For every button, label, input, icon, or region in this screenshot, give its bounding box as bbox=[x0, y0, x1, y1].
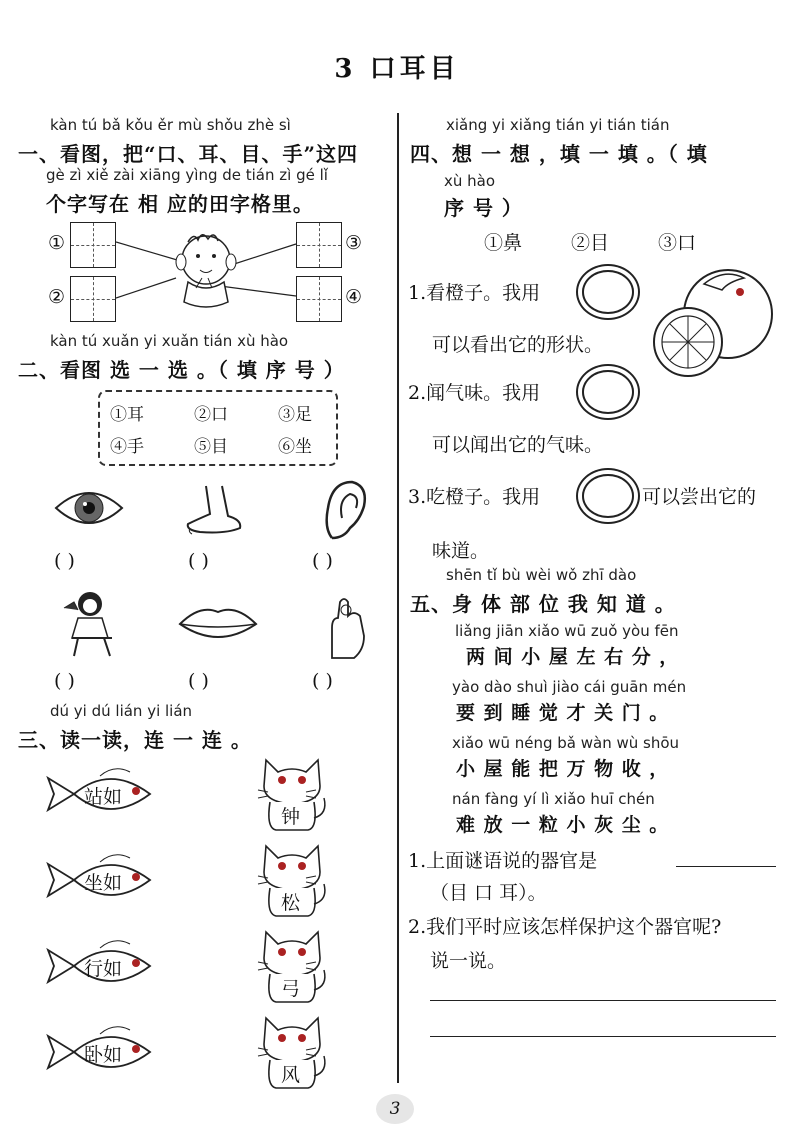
s5-riddle-pinyin-2: yào dào shuì jiào cái guān mén bbox=[452, 678, 687, 696]
s4-option-eye: ②目 bbox=[571, 232, 610, 254]
fish-text-2: 坐如 bbox=[84, 872, 123, 894]
s1-label-1: ① bbox=[48, 232, 66, 254]
foot-icon bbox=[184, 482, 250, 538]
s5-pinyin: shēn tǐ bù wèi wǒ zhī dào bbox=[446, 566, 637, 584]
s1-label-4: ④ bbox=[345, 286, 363, 308]
s2-options-box bbox=[98, 390, 338, 466]
s1-label-3: ③ bbox=[345, 232, 363, 254]
s1-heading-2: 个字写在 相 应的田字格里。 bbox=[46, 192, 314, 216]
s4-q3-answer-flower[interactable] bbox=[582, 474, 634, 518]
page-title: 3 口耳目 bbox=[334, 54, 460, 84]
s5-q2-answer-line-2[interactable] bbox=[430, 1036, 776, 1037]
s4-option-mouth: ③口 bbox=[658, 232, 697, 254]
fish-card-1[interactable] bbox=[44, 764, 156, 826]
s2-answer-2[interactable]: ( ) bbox=[188, 550, 209, 572]
s4-heading-2: 序 号 ） bbox=[444, 196, 523, 220]
fish-card-2[interactable] bbox=[44, 850, 156, 912]
s4-q3-text: 3.吃橙子。我用 bbox=[408, 486, 541, 508]
fish-card-3[interactable] bbox=[44, 936, 156, 998]
s5-q2-text: 2.我们平时应该怎样保护这个器官呢? bbox=[408, 916, 722, 938]
s4-option-nose: ①鼻 bbox=[484, 232, 523, 254]
cat-card-1[interactable] bbox=[254, 752, 330, 832]
s5-q2-answer-line-1[interactable] bbox=[430, 1000, 776, 1001]
cat-card-3[interactable] bbox=[254, 924, 330, 1004]
s2-answer-4[interactable]: ( ) bbox=[54, 670, 75, 692]
s4-heading: 四、想 一 想 ，填 一 填 。（ 填 bbox=[410, 142, 708, 166]
s5-riddle-pinyin-1: liǎng jiān xiǎo wū zuǒ yòu fēn bbox=[455, 622, 679, 640]
s1-pinyin-2: gè zì xiě zài xiāng yìng de tián zì gé lǐ bbox=[46, 166, 328, 184]
fish-text-1: 站如 bbox=[84, 786, 123, 808]
hand-icon bbox=[322, 594, 370, 660]
s5-q1-text: 1.上面谜语说的器官是 bbox=[408, 850, 598, 872]
s4-q1-text-2: 可以看出它的形状。 bbox=[432, 334, 604, 356]
tianzige-box-4[interactable] bbox=[296, 276, 342, 322]
orange-illustration bbox=[644, 262, 774, 382]
s3-pinyin: dú yi dú lián yi lián bbox=[50, 702, 193, 720]
s4-pinyin-2: xù hào bbox=[444, 172, 496, 190]
s2-heading: 二、看图 选 一 选 。（ 填 序 号 ） bbox=[18, 358, 345, 382]
s4-pinyin-1: xiǎng yi xiǎng tián yi tián tián bbox=[446, 116, 670, 134]
s2-answer-5[interactable]: ( ) bbox=[188, 670, 209, 692]
s2-option-foot: ③足 bbox=[278, 405, 312, 425]
s2-answer-1[interactable]: ( ) bbox=[54, 550, 75, 572]
cat-text-1: 钟 bbox=[281, 806, 301, 828]
tianzige-box-2[interactable] bbox=[70, 276, 116, 322]
s2-option-ear: ①耳 bbox=[110, 405, 144, 425]
s5-riddle-line-4: 难 放 一 粒 小 灰 尘 。 bbox=[456, 814, 670, 836]
s2-answer-6[interactable]: ( ) bbox=[312, 670, 333, 692]
s2-option-hand: ④手 bbox=[110, 437, 144, 457]
s4-q2-text-2: 可以闻出它的气味。 bbox=[432, 434, 604, 456]
page-number: 3 bbox=[376, 1094, 414, 1124]
cat-text-4: 风 bbox=[281, 1064, 301, 1086]
s1-pinyin-1: kàn tú bǎ kǒu ěr mù shǒu zhè sì bbox=[50, 116, 291, 134]
tianzige-box-1[interactable] bbox=[70, 222, 116, 268]
s5-q2-text-2: 说一说。 bbox=[430, 950, 507, 972]
cat-card-2[interactable] bbox=[254, 838, 330, 918]
s5-riddle-pinyin-4: nán fàng yí lì xiǎo huī chén bbox=[452, 790, 655, 808]
s5-riddle-pinyin-3: xiǎo wū néng bǎ wàn wù shōu bbox=[452, 734, 680, 752]
fish-text-4: 卧如 bbox=[84, 1044, 123, 1066]
s4-q3-text-2: 可以尝出它的 bbox=[642, 486, 757, 508]
s2-pinyin: kàn tú xuǎn yi xuǎn tián xù hào bbox=[50, 332, 289, 350]
s4-q1-text: 1.看橙子。我用 bbox=[408, 282, 541, 304]
s4-q2-text: 2.闻气味。我用 bbox=[408, 382, 541, 404]
s5-riddle-line-2: 要 到 睡 觉 才 关 门 。 bbox=[456, 702, 670, 724]
s5-q1-answer-line[interactable] bbox=[676, 866, 776, 867]
lips-icon bbox=[178, 604, 258, 644]
s3-heading: 三、读一读，连 一 连 。 bbox=[18, 728, 252, 752]
s4-q2-answer-flower[interactable] bbox=[582, 370, 634, 414]
s1-heading: 一、看图，把“口、耳、目、手”这四 bbox=[18, 142, 359, 166]
s2-option-mouth: ②口 bbox=[194, 405, 228, 425]
s4-q1-answer-flower[interactable] bbox=[582, 270, 634, 314]
s2-option-eye: ⑤目 bbox=[194, 437, 228, 457]
boy-illustration bbox=[116, 222, 298, 312]
cat-card-4[interactable] bbox=[254, 1010, 330, 1090]
eye-icon bbox=[52, 482, 126, 534]
s5-q1-options: （目 口 耳）。 bbox=[430, 882, 547, 904]
sitting-girl-icon bbox=[60, 588, 124, 658]
column-divider bbox=[397, 113, 399, 1083]
tianzige-box-3[interactable] bbox=[296, 222, 342, 268]
s5-riddle-line-3: 小 屋 能 把 万 物 收 ， bbox=[456, 758, 670, 780]
s5-heading: 五、身 体 部 位 我 知 道 。 bbox=[410, 592, 676, 616]
s1-label-2: ② bbox=[48, 286, 66, 308]
s2-option-sit: ⑥坐 bbox=[278, 437, 312, 457]
cat-text-2: 松 bbox=[281, 892, 301, 914]
cat-text-3: 弓 bbox=[281, 978, 301, 1000]
fish-card-4[interactable] bbox=[44, 1022, 156, 1084]
fish-text-3: 行如 bbox=[84, 958, 123, 980]
s4-q3-text-3: 味道。 bbox=[432, 540, 490, 562]
s5-riddle-line-1: 两 间 小 屋 左 右 分 ， bbox=[466, 646, 680, 668]
ear-icon bbox=[320, 478, 368, 542]
s2-answer-3[interactable]: ( ) bbox=[312, 550, 333, 572]
